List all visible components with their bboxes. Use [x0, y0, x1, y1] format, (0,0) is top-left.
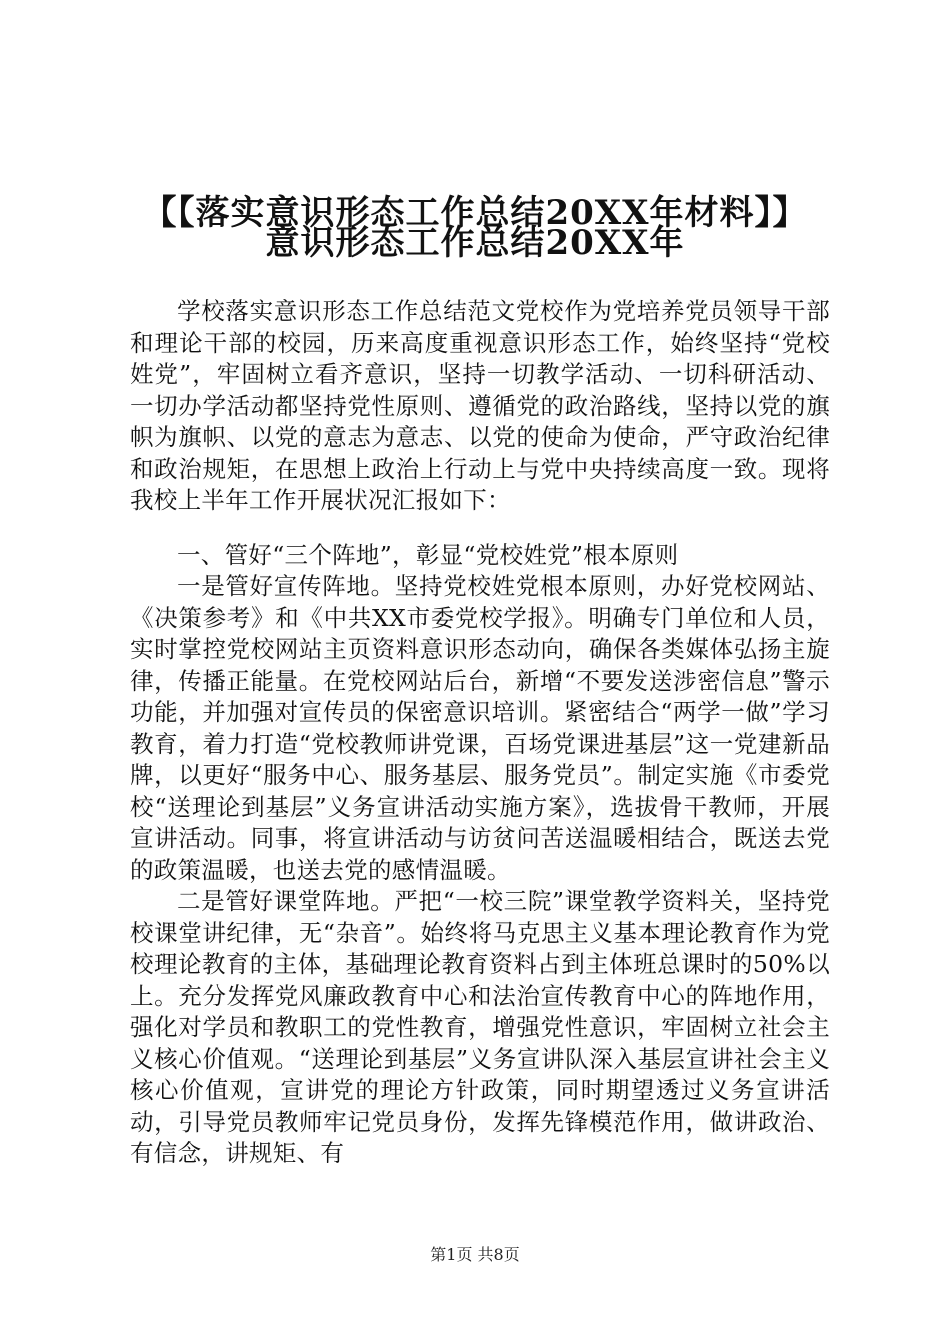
paragraph-gap [130, 517, 830, 540]
paragraph-intro: 学校落实意识形态工作总结范文党校作为党培养党员领导干部和理论干部的校园，历来高度重视意识形态工作，始终坚持“党校姓党”，牢固树立看齐意识，坚持一切教学活动、一切科研活动、一切办学活动都坚持党性原则、遵循党的政治路线，坚持以党的旗帜为旗帜、以党的意志为意志、以党的使命为使命，严守政治纪律和政治规矩，在思想上政治上行动上与党中央持续高度一致。现将我校上半年工作开展状况汇报如下： [130, 297, 830, 514]
document-title-line-1: 【【落实意识形态工作总结20XX年材料】】 [142, 193, 808, 233]
paragraph-propaganda: 一是管好宣传阵地。坚持党校姓党根本原则，办好党校网站、《决策参考》和《中共XX市委党校学报》。明确专门单位和人员，实时掌控党校网站主页资料意识形态动向，确保各类媒体弘扬主旋律，传播正能量。在党校网站后台，新增“不要发送涉密信息”警示功能，并加强对宣传员的保密意识培训。紧密结合“两学一做”学习教育，着力打造“党校教师讲党课，百场党课进基层”这一党建新品牌，以更好“服务中心、服务基层、服务党员”。制定实施《市委党校“送理论到基层”义务宣讲活动实施方案》，选拔骨干教师，开展宣讲活动。同事，将宣讲活动与访贫问苦送温暖相结合，既送去党的政策温暖，也送去党的感情温暖。 [130, 572, 830, 884]
section-heading: 一、管好“三个阵地”，彰显“党校姓党”根本原则 [177, 540, 679, 569]
document-title-line-2: 意识形态工作总结20XX年 [265, 223, 685, 263]
paragraph-classroom: 二是管好课堂阵地。严把“一校三院”课堂教学资料关，坚持党校课堂讲纪律，无“杂音”。始终将马克思主义基本理论教育作为党校理论教育的主体，基础理论教育资料占到主体班总课时的50%以上。充分发挥党风廉政教育中心和法治宣传教育中心的阵地作用，强化对学员和教职工的党性教育，增强党性意识，牢固树立社会主义核心价值观。“送理论到基层”义务宣讲队深入基层宣讲社会主义核心价值观，宣讲党的理论方针政策，同时期望透过义务宣讲活动，引导党员教师牢记党员身份，发挥先锋模范作用，做讲政治、有信念，讲规矩、有 [130, 887, 830, 1167]
page-number: 第1页 共8页 [430, 1245, 520, 1264]
document-body [130, 296, 830, 1170]
